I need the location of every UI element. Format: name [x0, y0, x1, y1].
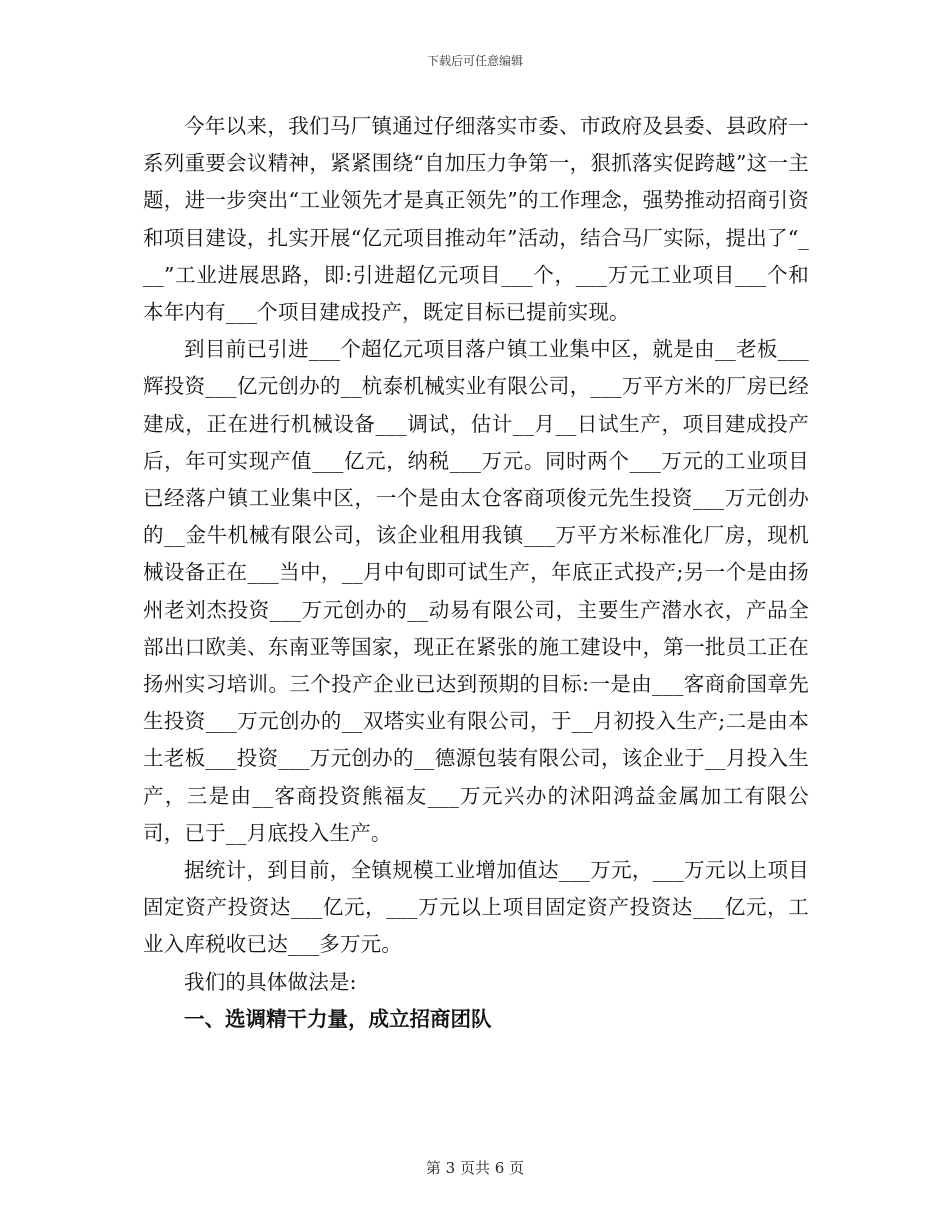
section-heading: 一、选调精干力量，成立招商团队: [184, 1006, 492, 1031]
paragraph-intro: 今年以来，我们马厂镇通过仔细落实市委、市政府及县委、县政府一系列重要会议精神，紧紧围绕“自加压力争第一，狠抓落实促跨越”这一主题，进一步突出“工业领先才是真正领先”的工作理念，强势推动招商引资和项目建设，扎实开展“亿元项目推动年”活动，结合马厂实际，提出了“___”工业进展思路，即:引进超亿元项目___个，___万元工业项目___个和本年内有___个项目建成投产，既定目标已提前实现。: [143, 114, 809, 325]
page-header: 下载后可任意编辑: [426, 54, 523, 68]
paragraph-methods-intro: 我们的具体做法是:: [184, 969, 357, 994]
page-footer: 第 3 页共 6 页: [425, 1159, 525, 1177]
paragraph-projects: 到目前已引进___个超亿元项目落户镇工业集中区，就是由__老板___辉投资___亿元创办的__杭泰机械实业有限公司，___万平方米的厂房已经建成，正在进行机械设备___调试，估计__月__日试生产，项目建成投产后，年可实现产值___亿元，纳税___万元。同时两个___万元的工业项目已经落户镇工业集中区，一个是由太仓客商项俊元先生投资___万元创办的__金牛机械有限公司，该企业租用我镇___万平方米标准化厂房，现机械设备正在___当中，__月中旬即可试生产，年底正式投产;另一个是由扬州老刘杰投资___万元创办的__动易有限公司，主要生产潜水衣，产品全部出口欧美、东南亚等国家，现正在紧张的施工建设中，第一批员工正在扬州实习培训。三个投产企业已达到预期的目标:一是由___客商俞国章先生投资___万元创办的__双塔实业有限公司，于__月初投入生产;二是由本土老板___投资___万元创办的__德源包装有限公司，该企业于__月投入生产，三是由__客商投资熊福友___万元兴办的沭阳鸿益金属加工有限公司，已于__月底投入生产。: [143, 337, 809, 845]
paragraph-statistics: 据统计，到目前，全镇规模工业增加值达___万元，___万元以上项目固定资产投资达___亿元，___万元以上项目固定资产投资达___亿元，工业入库税收已达___多万元。: [143, 858, 809, 957]
document-body: [143, 108, 809, 1038]
